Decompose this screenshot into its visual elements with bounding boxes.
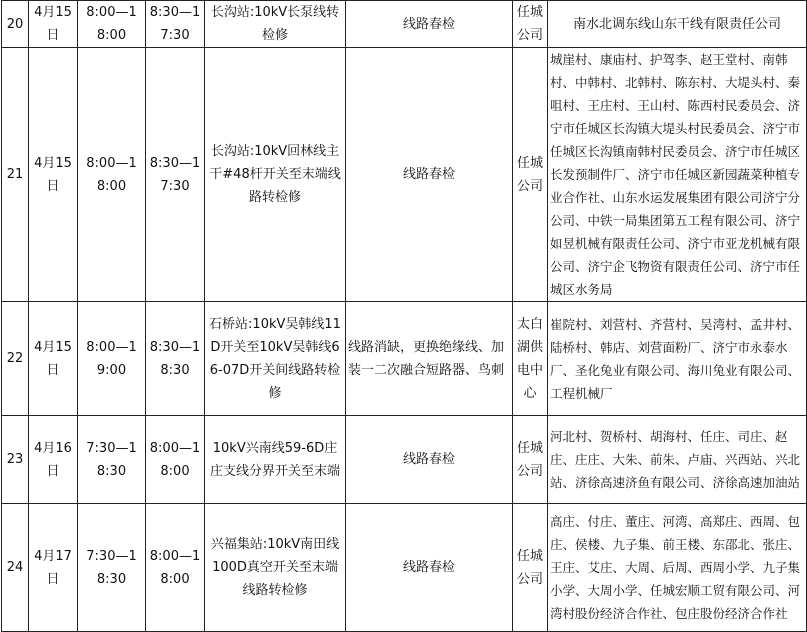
work-time-range: 8:00—18:00 [146, 504, 205, 632]
affected-area: 河北村、贺桥村、胡海村、任庄、司庄、赵庄、庄庄、大朱、前朱、卢庙、兴西站、兴北站、济徐高速济鱼有限公司、济徐高速加油站 [548, 416, 807, 504]
outage-date: 4月17日 [29, 504, 78, 632]
work-content: 线路春检 [346, 1, 513, 48]
work-time-range: 8:30—18:30 [146, 302, 205, 416]
work-content: 线路春检 [346, 48, 513, 302]
outage-date: 4月16日 [29, 416, 78, 504]
outage-date: 4月15日 [29, 1, 78, 48]
outage-time-range: 8:00—18:00 [78, 48, 146, 302]
work-content: 线路消缺，更换绝缘线、加装一二次融合短路器、鸟刺 [346, 302, 513, 416]
row-number: 23 [2, 416, 29, 504]
affected-area: 城崖村、康庙村、护驾李、赵王堂村、南韩村、中韩村、北韩村、陈东村、大堤头村、秦咀村、王庄村、王山村、陈西村民委员会、济宁市任城区长沟镇大堤头村民委员会、济宁市任城区长沟镇南韩村民委员会、济宁市任城区长发预制件厂、济宁市任城区新园蔬菜种植专业合作社、山东水运发展集团有限公司济宁分公司、中铁一局集团第五工程有限公司、济宁如昱机械有限责任公司、济宁市亚龙机械有限公司、济宁企飞物资有限责任公司、济宁市任城区水务局 [548, 48, 807, 302]
work-content: 线路春检 [346, 504, 513, 632]
row-number: 22 [2, 302, 29, 416]
responsible-unit: 任城公司 [513, 504, 548, 632]
responsible-unit: 任城公司 [513, 48, 548, 302]
table-row [2, 504, 807, 632]
outage-time-range: 7:30—18:30 [78, 504, 146, 632]
row-number: 20 [2, 1, 29, 48]
responsible-unit: 太白湖供电中心 [513, 302, 548, 416]
outage-time-range: 8:00—18:00 [78, 1, 146, 48]
row-number: 21 [2, 48, 29, 302]
row-number: 24 [2, 504, 29, 632]
outage-schedule-table [1, 0, 807, 632]
affected-area: 崔院村、刘营村、齐营村、吴湾村、孟井村、陆桥村、韩店、刘营面粉厂、济宁市永泰水厂、圣化兔业有限公司、海川兔业有限公司、工程机械厂 [548, 302, 807, 416]
responsible-unit: 任城公司 [513, 1, 548, 48]
equipment-description: 石桥站:10kV吴韩线11D开关至10kV吴韩线66-07D开关间线路转检修 [205, 302, 346, 416]
table-row [2, 48, 807, 302]
responsible-unit: 任城公司 [513, 416, 548, 504]
table-row [2, 302, 807, 416]
work-content: 线路春检 [346, 416, 513, 504]
table-row [2, 1, 807, 48]
affected-area: 南水北调东线山东干线有限责任公司 [548, 1, 807, 48]
work-time-range: 8:30—17:30 [146, 1, 205, 48]
work-time-range: 8:00—18:00 [146, 416, 205, 504]
equipment-description: 兴福集站:10kV南田线100D真空开关至末端线路转检修 [205, 504, 346, 632]
equipment-description: 长沟站:10kV回林线主干#48杆开关至末端线路转检修 [205, 48, 346, 302]
table-row [2, 416, 807, 504]
work-time-range: 8:30—17:30 [146, 48, 205, 302]
outage-time-range: 8:00—19:00 [78, 302, 146, 416]
outage-date: 4月15日 [29, 302, 78, 416]
equipment-description: 长沟站:10kV长泵线转检修 [205, 1, 346, 48]
equipment-description: 10kV兴南线59-6D庄庄支线分界开关至末端 [205, 416, 346, 504]
outage-time-range: 7:30—18:30 [78, 416, 146, 504]
affected-area: 高庄、付庄、董庄、河湾、高郑庄、西周、包庄、侯楼、九子集、前王楼、东邵北、张庄、王庄、艾庄、大周、后周、西周小学、九子集小学、大周小学、任城宏顺工贸有限公司、河湾村股份经济合作社、包庄股份经济合作社 [548, 504, 807, 632]
outage-date: 4月15日 [29, 48, 78, 302]
